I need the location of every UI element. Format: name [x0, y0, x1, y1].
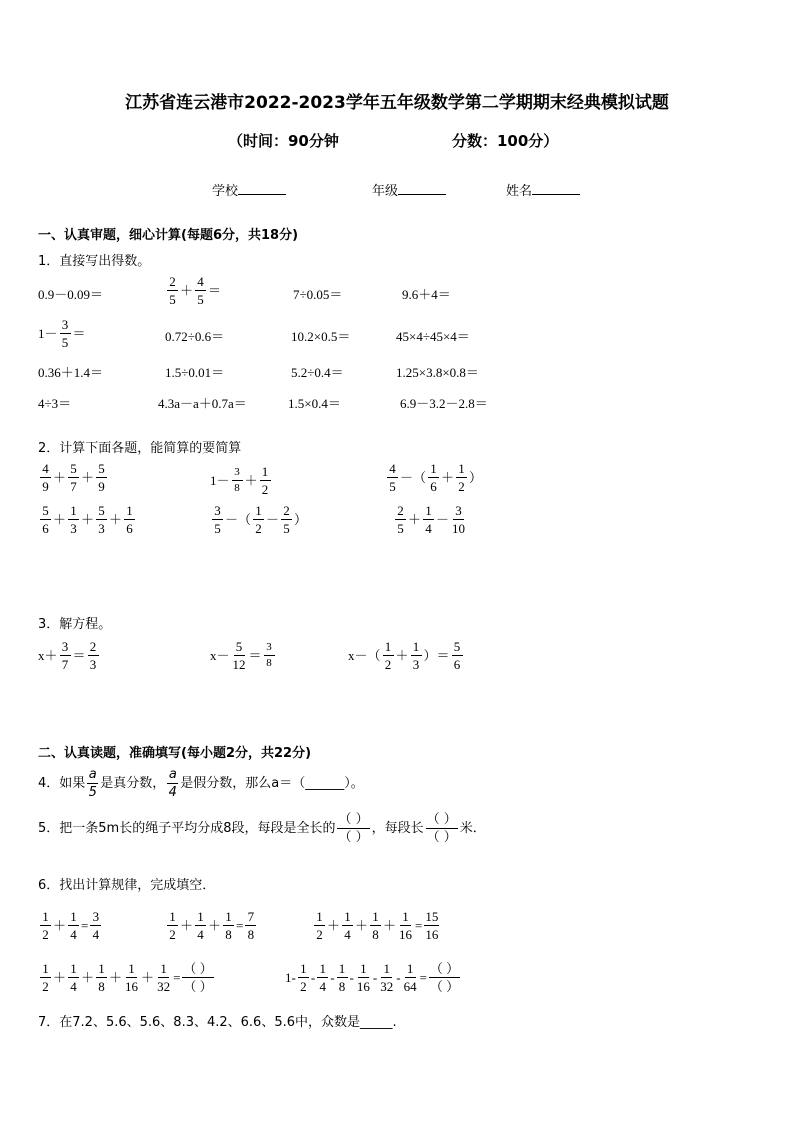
fraction: $\frac{1}{2}$	[298, 962, 309, 993]
q2-expr-2: 1－ $\frac{3}{8}$ ＋ $\frac{1}{2}$	[210, 465, 273, 496]
fraction-blank[interactable]: $\frac{( )}{( )}$	[183, 961, 213, 994]
q3-equation-3: x－（ $\frac{1}{2}$ ＋ $\frac{1}{3}$ ）＝ $\frac{5}{6}$	[348, 640, 465, 671]
fraction: $\frac{1}{2}$	[260, 465, 271, 496]
fraction: $\frac{1}{16}$	[399, 909, 413, 942]
q1-r3-b: 1.5÷0.01＝	[165, 365, 225, 380]
section2-title: 二、认真读题，准确填写(每小题2分，共22分)	[38, 746, 312, 761]
fraction: $\frac{1}{6}$	[428, 462, 439, 493]
q1-r2-c: 10.2×0.5＝	[291, 329, 351, 344]
q3-prompt: 3．解方程。	[38, 617, 112, 632]
fraction: $\frac{5}{12}$	[232, 639, 246, 672]
fraction: $\frac{1}{3}$	[68, 504, 79, 535]
section1-title: 一、认真审题，细心计算(每题6分，共18分)	[38, 228, 299, 243]
q5: 5．把一条5m长的绳子平均分成8段，每段是全长的 $\frac{( )}{( )}$ ，每段长 $\frac{( )}{( )}$ 米．	[38, 812, 486, 845]
fraction: $\frac{1}{16}$	[356, 961, 370, 994]
q6-expr-5: 1- $\frac{1}{2}$ - $\frac{1}{4}$ - $\frac{1}{8}$ - $\frac{1}{16}$ - $\frac{1}{32}$ - $\frac{1}{64}$ = $\frac{( )}{( )}$	[285, 961, 460, 994]
q2-prompt: 2．计算下面各题，能简算的要简算	[38, 441, 242, 456]
fraction: $\frac{1}{2}$	[253, 504, 264, 535]
q1-r4-d: 6.9－3.2－2.8＝	[400, 396, 488, 411]
q2-expr-1: $\frac{4}{9}$ ＋ $\frac{5}{7}$ ＋ $\frac{5}{9}$	[38, 462, 109, 493]
q1-r2-d: 45×4÷45×4＝	[396, 329, 470, 344]
fraction: $\frac{1}{8}$	[96, 962, 107, 993]
q1-r3-c: 5.2÷0.4＝	[291, 365, 344, 380]
fraction: $\frac{1}{2}$	[383, 640, 394, 671]
fraction: $\frac{5}{9}$	[96, 462, 107, 493]
exam-time: （时间：90分钟	[228, 132, 339, 150]
fraction: $\frac{1}{32}$	[157, 961, 171, 994]
fraction: $\frac{2}{3}$	[88, 640, 99, 671]
fraction: $\frac{7}{8}$	[245, 910, 256, 941]
school-blank[interactable]	[238, 194, 286, 195]
fraction: $\frac{3}{8}$	[264, 642, 275, 669]
fraction: $\frac{1}{8}$	[337, 962, 348, 993]
fraction-blank[interactable]: $\frac{( )}{( )}$	[429, 961, 460, 994]
q6-expr-2: $\frac{1}{2}$ ＋ $\frac{1}{4}$ ＋ $\frac{1}{8}$ = $\frac{7}{8}$	[165, 910, 258, 941]
q6-expr-1: $\frac{1}{2}$ ＋ $\frac{1}{4}$ = $\frac{3}{4}$	[38, 910, 103, 941]
fraction: $\frac{a}{4}$	[168, 767, 177, 800]
fraction: $\frac{1}{2}$	[456, 462, 467, 493]
q4-answer-blank[interactable]: ______	[305, 776, 345, 791]
fraction: $\frac{3}{4}$	[90, 910, 101, 941]
fraction: $\frac{1}{2}$	[40, 962, 51, 993]
name-blank[interactable]	[532, 194, 580, 195]
q7-answer-blank[interactable]: _____	[360, 1015, 393, 1030]
fraction: $\frac{4}{5}$	[195, 275, 206, 306]
fraction: $\frac{5}{7}$	[68, 462, 79, 493]
fraction: $\frac{3}{5}$	[212, 504, 223, 535]
fraction: $\frac{2}{5}$	[167, 275, 178, 306]
school-field[interactable]	[212, 180, 286, 199]
q3-equation-2: x－ $\frac{5}{12}$ ＝ $\frac{3}{8}$	[210, 640, 277, 671]
fraction: $\frac{1}{4}$	[68, 962, 79, 993]
q7: 7．在7.2、5.6、5.6、8.3、4.2、6.6、5.6中，众数是_____.	[38, 1015, 397, 1030]
fraction: $\frac{1}{2}$	[314, 910, 325, 941]
q1-r1-d: 9.6＋4＝	[402, 287, 451, 302]
fraction-blank[interactable]: $\frac{( )}{( )}$	[426, 812, 457, 845]
fraction: $\frac{1}{8}$	[370, 910, 381, 941]
fraction: $\frac{1}{2}$	[40, 910, 51, 941]
name-field[interactable]	[506, 180, 580, 199]
q1-r2-a: 1－ $\frac{3}{5}$ ＝	[38, 317, 86, 350]
fraction: $\frac{4}{5}$	[387, 462, 398, 493]
fraction: $\frac{15}{16}$	[425, 909, 439, 942]
fraction: $\frac{1}{8}$	[223, 910, 234, 941]
fraction: $\frac{3}{10}$	[452, 503, 466, 536]
fraction: $\frac{5}{6}$	[452, 640, 463, 671]
fraction: $\frac{1}{4}$	[342, 910, 353, 941]
name-label: 姓名	[506, 184, 533, 199]
fraction: $\frac{1}{16}$	[125, 961, 139, 994]
q1-r1-b: $\frac{2}{5}$ ＋ $\frac{4}{5}$ ＝	[165, 275, 221, 306]
fraction: $\frac{1}{4}$	[195, 910, 206, 941]
q6-expr-4: $\frac{1}{2}$ ＋ $\frac{1}{4}$ ＋ $\frac{1}{8}$ ＋ $\frac{1}{16}$ ＋ $\frac{1}{32}$ = $\frac{( )}{( )}$	[38, 962, 216, 993]
fraction: $\frac{a}{5}$	[88, 767, 97, 800]
q2-expr-3: $\frac{4}{5}$ －（ $\frac{1}{6}$ ＋ $\frac{1}{2}$ ）	[385, 462, 482, 493]
fraction: $\frac{1}{4}$	[68, 910, 79, 941]
fraction: $\frac{1}{3}$	[411, 640, 422, 671]
grade-field[interactable]	[372, 180, 446, 199]
q2-expr-5: $\frac{3}{5}$ －（ $\frac{1}{2}$ － $\frac{2}{5}$ ）	[210, 504, 307, 535]
fraction: $\frac{2}{5}$	[395, 504, 406, 535]
q1-r3-a: 0.36＋1.4＝	[38, 365, 104, 380]
fraction-blank[interactable]: $\frac{( )}{( )}$	[338, 812, 369, 845]
q6-prompt: 6．找出计算规律，完成填空．	[38, 878, 216, 893]
q4: 4．如果 $\frac{a}{5}$ 是真分数， $\frac{a}{4}$ 是假分数，那么a＝（ ______ ）。	[38, 767, 364, 800]
q3-equation-1: x＋ $\frac{3}{7}$ ＝ $\frac{2}{3}$	[38, 640, 101, 671]
q1-r1-a: 0.9－0.09＝	[38, 287, 104, 302]
q1-r1-c: 7÷0.05＝	[293, 287, 343, 302]
fraction: $\frac{1}{4}$	[423, 504, 434, 535]
page-title: 江苏省连云港市2022-2023学年五年级数学第二学期期末经典模拟试题	[125, 93, 669, 113]
grade-label: 年级	[372, 184, 399, 199]
q1-r4-a: 4÷3＝	[38, 396, 72, 411]
fraction: $\frac{5}{3}$	[96, 504, 107, 535]
q2-expr-6: $\frac{2}{5}$ ＋ $\frac{1}{4}$ － $\frac{3}{10}$	[393, 504, 468, 535]
q1-r4-c: 1.5×0.4＝	[288, 396, 341, 411]
fraction: $\frac{3}{8}$	[232, 467, 243, 494]
fraction: $\frac{3}{5}$	[60, 318, 71, 349]
fraction: $\frac{1}{32}$	[380, 961, 394, 994]
fraction: $\frac{1}{64}$	[403, 961, 417, 994]
q1-r3-d: 1.25×3.8×0.8＝	[396, 365, 479, 380]
fraction: $\frac{4}{9}$	[40, 462, 51, 493]
q2-expr-4: $\frac{5}{6}$ ＋ $\frac{1}{3}$ ＋ $\frac{5}{3}$ ＋ $\frac{1}{6}$	[38, 504, 137, 535]
fraction: $\frac{1}{2}$	[167, 910, 178, 941]
fraction: $\frac{5}{6}$	[40, 504, 51, 535]
fraction: $\frac{1}{6}$	[124, 504, 135, 535]
fraction: $\frac{3}{7}$	[60, 640, 71, 671]
q1-r4-b: 4.3a－a＋0.7a＝	[158, 396, 247, 411]
school-label: 学校	[212, 184, 239, 199]
q1-r2-b: 0.72÷0.6＝	[165, 329, 225, 344]
fraction: $\frac{2}{5}$	[281, 504, 292, 535]
fraction: $\frac{1}{4}$	[317, 962, 328, 993]
grade-blank[interactable]	[398, 194, 446, 195]
q1-prompt: 1．直接写出得数。	[38, 254, 151, 269]
exam-score: 分数：100分）	[452, 132, 559, 150]
q6-expr-3: $\frac{1}{2}$ ＋ $\frac{1}{4}$ ＋ $\frac{1}{8}$ ＋ $\frac{1}{16}$ = $\frac{15}{16}$	[312, 910, 441, 941]
